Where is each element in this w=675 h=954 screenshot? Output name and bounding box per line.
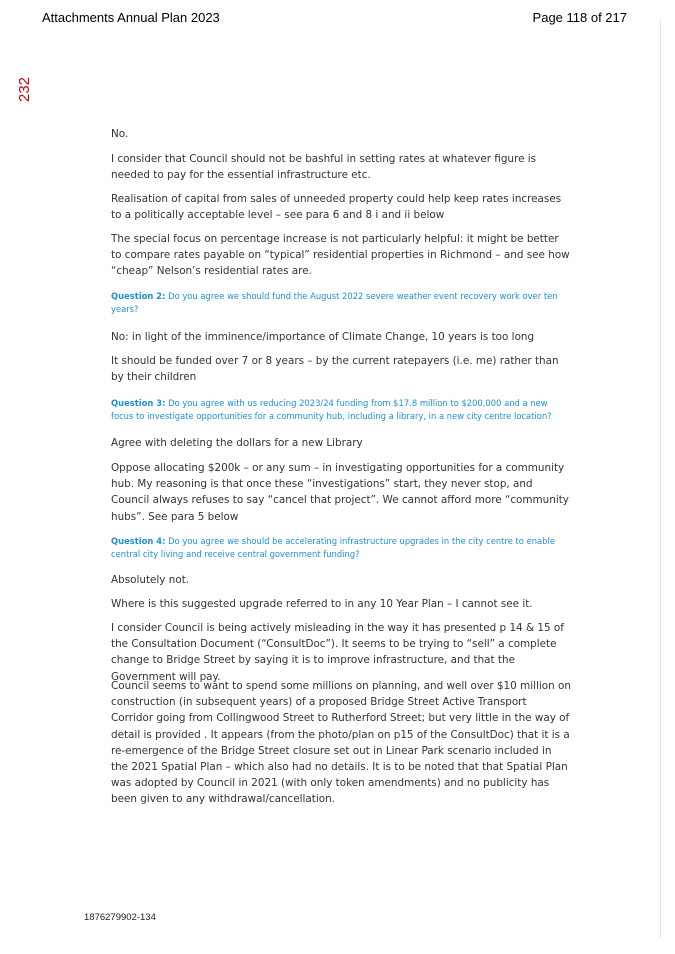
page-number: Page 118 of 217 xyxy=(532,10,627,25)
answer-paragraph: The special focus on percentage increase is not particularly helpful: it might be better to compare rates payable on “typical” residential properties in Richmond – and see how “cheap” Nelson’s residential rates are. xyxy=(111,233,570,278)
answer-paragraph: I consider Council is being actively misleading in the way it has presented p 14 & 15 of the Consultation Document (“ConsultDoc”). It seems to be trying to “sell” a complete change to Bridge Street by saying it is to improve infrastructure, and that the Government will pay. xyxy=(111,622,564,683)
answer-paragraph: Where is this suggested upgrade referred to in any 10 Year Plan – I cannot see it. xyxy=(111,598,533,610)
answer-paragraph: No: in light of the imminence/importance of Climate Change, 10 years is too long xyxy=(111,331,535,343)
answer-paragraph: Oppose allocating $200k – or any sum – in investigating opportunities for a community hub. My reasoning is that once these “investigations” start, they never stop, and Council always refuses to say “cancel that project”. We cannot afford more “community hubs”. See para 5 below xyxy=(111,462,569,523)
answer-paragraph: No. xyxy=(111,128,129,140)
question-3 xyxy=(111,397,571,422)
question-4-label: Question 4: xyxy=(111,536,166,546)
answer-paragraph: Council seems to want to spend some millions on planning, and well over $10 million on construction (in subsequent years) of a proposed Bridge Street Active Transport Corridor going from Collingwood Street to Rutherford Street; but very little in the way of detail is provided . It appears (from the photo/plan on p15 of the ConsultDoc) that it is a re-emergence of the Bridge Street closure set out in Linear Park scenario included in the 2021 Spatial Plan – which also had no details. It is to be noted that that Spatial Plan was adopted by Council in 2021 (with only token amendments) and no publicity has been given to any withdrawal/cancellation. xyxy=(111,680,571,806)
answer-paragraph: It should be funded over 7 or 8 years – by the current ratepayers (i.e. me) rather than by their children xyxy=(111,355,559,384)
answer-paragraph: I consider that Council should not be bashful in setting rates at whatever figure is needed to pay for the essential infrastructure etc. xyxy=(111,153,537,182)
header-title: Attachments Annual Plan 2023 xyxy=(42,10,220,25)
question-4 xyxy=(111,535,571,560)
side-page-number-text: 232 xyxy=(16,76,33,102)
question-2 xyxy=(111,290,571,315)
answer-paragraph: Realisation of capital from sales of unneeded property could help keep rates increases to a politically acceptable level – see para 6 and 8 i and ii below xyxy=(111,193,562,222)
question-2-label: Question 2: xyxy=(111,291,166,301)
answer-paragraph: Agree with deleting the dollars for a new Library xyxy=(111,437,363,449)
side-page-number xyxy=(14,64,36,104)
footer-doc-id: 1876279902-134 xyxy=(84,912,156,923)
question-3-text: Do you agree with us reducing 2023/24 funding from $17.8 million to $200,000 and a new focus to investigate opportunities for a community hub, including a library, in a new city centre location? xyxy=(111,398,552,421)
page-edge-line xyxy=(660,20,661,938)
question-2-text: Do you agree we should fund the August 2022 severe weather event recovery work over ten years? xyxy=(111,291,558,314)
question-4-text: Do you agree we should be accelerating infrastructure upgrades in the city centre to enable central city living and receive central government funding? xyxy=(111,536,555,559)
answer-paragraph: Absolutely not. xyxy=(111,574,190,586)
question-3-label: Question 3: xyxy=(111,398,166,408)
